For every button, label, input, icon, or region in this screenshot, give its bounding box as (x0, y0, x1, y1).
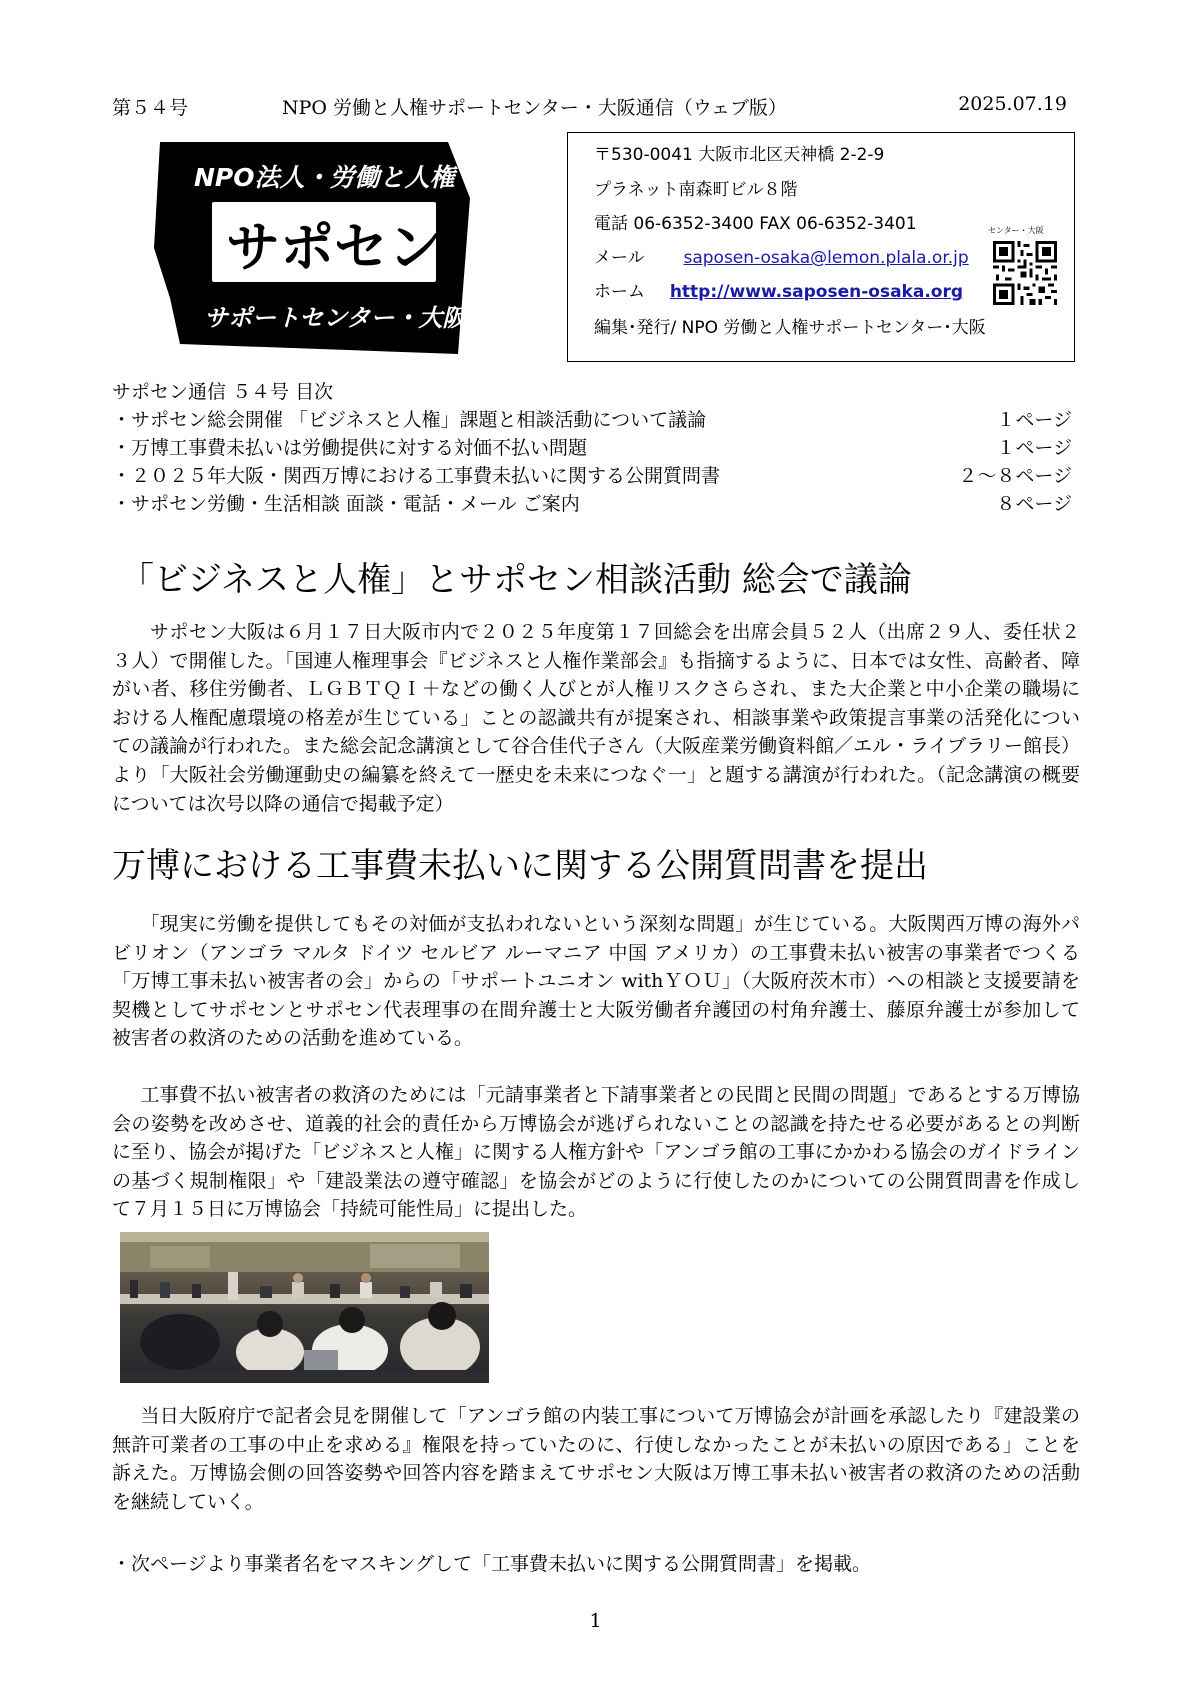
building-name: プラネット南森町ビル８階 (594, 180, 798, 200)
contact-box (567, 132, 1075, 362)
page-number: 1 (589, 1610, 602, 1632)
toc-item-page: ８ページ (996, 493, 1072, 515)
logo-line3: サポートセンター・大阪 (204, 304, 467, 332)
article2-paragraph-1: 「現実に労働を提供してもその対価が支払われないという深刻な問題」が生じている。大阪関西万博の海外パビリオン（アンゴラ マルタ ドイツ セルビア ルーマニア 中国 アメリカ）の工事費未払い被害の事業者でつくる「万博工事未払い被害者の会」からの「サポートユニオン withＹＯＵ」（大阪府茨木市）への相談と支援要請を契機としてサポセンとサポセン代表理事の在間弁護士と大阪労働者弁護団の村角弁護士、藤原弁護士が参加して被害者の救済のための活動を進めている。 (112, 913, 1080, 1050)
home-label: ホーム (594, 282, 645, 302)
email-row (594, 243, 969, 268)
article1-body: サポセン大阪は６月１７日大阪市内で２０２５年度第１７回総会を出席会員５２人（出席２９人、委任状２３人）で開催した。「国連人権理事会『ビジネスと人権作業部会』も指摘するように、日本では女性、高齢者、障がい者、移住労働者、ＬＧＢＴＱＩ＋などの働く人びとが人権リスクさらされ、また大企業と中小企業の職場における人権配慮環境の格差が生じている」ことの認識共有が提案され、相談事業や政策提言事業の活発化についての議論が行われた。また総会記念講演として谷合佳代子さん（大阪産業労働資料館／エル・ライブラリー館長）より「大阪社会労働運動史の編纂を終えて一歴史を未来につなぐ一」と題する講演が行われた。（記念講演の概要については次号以降の通信で掲載予定） (112, 621, 1080, 815)
page-header (112, 93, 1067, 121)
toc-item (112, 406, 1072, 434)
issue-number: 第５４号 (112, 97, 189, 119)
toc-item (112, 434, 1072, 462)
toc-title: サポセン通信 ５４号 目次 (112, 381, 334, 403)
table-of-contents (112, 378, 1072, 518)
editor-line: 編集･発行/ NPO 労働と人権サポートセンター･大阪 (594, 318, 986, 338)
saposen-logo (118, 138, 526, 358)
toc-item-text: ・サポセン総会開催 「ビジネスと人権」課題と相談活動について議論 (112, 409, 707, 431)
homepage-link[interactable]: http://www.saposen-osaka.org (669, 282, 964, 302)
qr-label: センター・大阪 (988, 226, 1044, 235)
logo-line2: サポセン (226, 216, 442, 279)
postal-address: 〒530-0041 大阪市北区天神橋 2-2-9 (594, 145, 885, 165)
toc-item (112, 462, 1072, 490)
article2-headline: 万博における工事費未払いに関する公開質問書を提出 (112, 846, 928, 886)
toc-item-text: ・サポセン労働・生活相談 面談・電話・メール ご案内 (112, 493, 580, 515)
email-label: メール (594, 248, 645, 268)
article1-headline: 「ビジネスと人権」とサポセン相談活動 総会で議論 (120, 560, 912, 600)
toc-item-text: ・万博工事費未払いは労働提供に対する対価不払い問題 (112, 437, 588, 459)
toc-item-text: ・２０２５年大阪・関西万博における工事費未払いに関する公開質問書 (112, 465, 721, 487)
next-page-note: ・次ページより事業者名をマスキングして「工事費未払いに関する公開質問書」を掲載。 (112, 1553, 872, 1575)
phone-fax: 電話 06-6352-3400 FAX 06-6352-3401 (594, 214, 917, 234)
home-row (594, 277, 963, 302)
article2-paragraph-3: 当日大阪府庁で記者会見を開催して「アンゴラ館の内装工事について万博協会が計画を承認したり『建設業の無許可業者の工事の中止を求める』権限を持っていたのに、行使しなかったことが未払いの原因である」ことを訴えた。万博協会側の回答姿勢や回答内容を踏まえてサポセン大阪は万博工事未払い被害者の救済のための活動を継続していく。 (112, 1405, 1080, 1513)
press-conference-photo (120, 1232, 489, 1383)
issue-date: 2025.07.19 (958, 93, 1067, 115)
email-link[interactable]: saposen-osaka@lemon.plala.or.jp (683, 248, 969, 268)
newsletter-title: NPO 労働と人権サポートセンター・大阪通信（ウェブ版） (282, 97, 787, 119)
toc-item-page: ２～８ページ (958, 465, 1072, 487)
toc-item (112, 490, 1072, 518)
toc-item-page: １ページ (996, 437, 1072, 459)
qr-code-icon[interactable] (993, 241, 1057, 305)
toc-item-page: １ページ (996, 409, 1072, 431)
logo-line1: NPO法人・労働と人権 (194, 163, 455, 192)
article2-paragraph-2: 工事費不払い被害者の救済のためには「元請事業者と下請事業者との民間と民間の問題」であるとする万博協会の姿勢を改めさせ、道義的社会的責任から万博協会が逃げられないことの認識を持たせる必要があるとの判断に至り、協会が掲げた「ビジネスと人権」に関する人権方針や「アンゴラ館の工事にかかわる協会のガイドラインの基づく規制権限」や「建設業法の遵守確認」を協会がどのように行使したのかについての公開質問書を作成して７月１５日に万博協会「持続可能性局」に提出した。 (112, 1084, 1080, 1221)
